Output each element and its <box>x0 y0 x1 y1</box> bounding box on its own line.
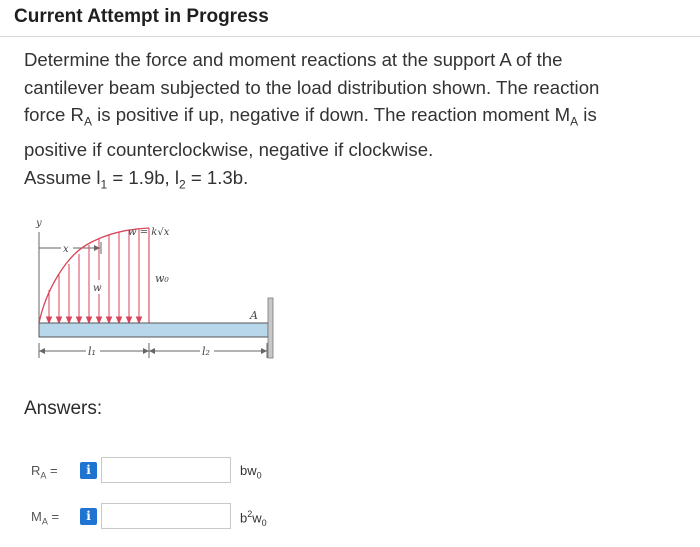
ra-answer-input[interactable] <box>101 457 231 483</box>
fixed-support-wall <box>268 298 273 358</box>
question-line-2: cantilever beam subjected to the load distribution shown. The reaction <box>24 76 600 98</box>
load-equation-label: w = k√x <box>128 227 170 238</box>
question-text <box>24 46 674 199</box>
question-line-3: force $R_A$ is positive if up, negative if down. The reaction moment $M_A$ is <box>24 104 597 129</box>
page-header <box>0 0 700 37</box>
question-line-5: Assume $l_1 = 1.9b$, $l_2 = 1.3b$. <box>24 166 249 192</box>
ma-label: $M_A$ = <box>31 509 60 527</box>
l2-label: l₂ <box>202 345 210 358</box>
beam <box>39 323 268 337</box>
ma-answer-input[interactable] <box>101 503 231 529</box>
info-icon[interactable]: i <box>80 508 97 525</box>
info-icon[interactable]: i <box>80 462 97 479</box>
question-line-1: Determine the force and moment reactions at the support A of the <box>24 49 563 70</box>
answer-row-ra <box>0 456 700 486</box>
support-label: A <box>250 309 258 322</box>
load-curve <box>39 228 149 323</box>
page-title: Current Attempt in Progress <box>14 6 269 27</box>
ra-label: $R_A$ = <box>31 463 58 481</box>
w0-label: w₀ <box>155 272 169 285</box>
l1-label: l₁ <box>88 345 96 358</box>
ma-unit: $b^2w_0$ <box>240 509 267 528</box>
ra-unit: $bw_0$ <box>240 463 262 481</box>
question-line-4: positive if counterclockwise, negative if clockwise. <box>24 139 434 161</box>
x-axis-label: x <box>63 244 69 255</box>
answer-row-ma <box>0 502 700 532</box>
w-label: w <box>93 283 102 294</box>
load-arrows <box>47 229 142 323</box>
y-axis-label: y <box>36 218 42 229</box>
answers-heading: Answers: <box>24 398 103 419</box>
cantilever-beam-diagram <box>28 212 278 367</box>
